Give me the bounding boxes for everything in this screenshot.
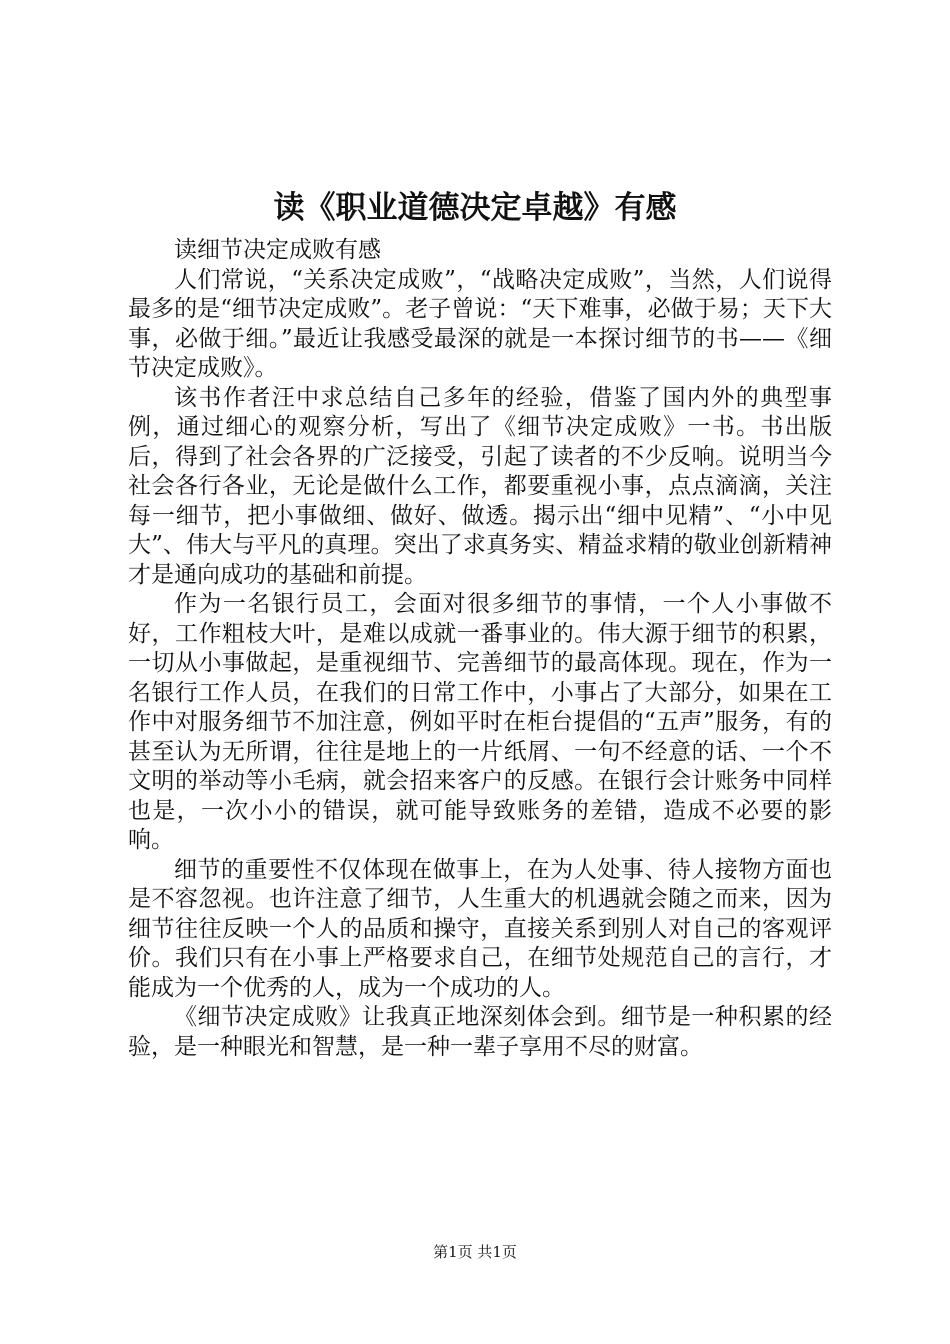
paragraph-5: 《细节决定成败》让我真正地深刻体会到。细节是一种积累的经验，是一种眼光和智慧，是一种一辈子享用不尽的财富。 xyxy=(128,1004,832,1060)
paragraph-3: 作为一名银行员工，会面对很多细节的事情，一个人小事做不好，工作粗枝大叶，是难以成就一番事业的。伟大源于细节的积累，一切从小事做起，是重视细节、完善细节的最高体现。现在，作为一名银行工作人员，在我们的日常工作中，小事占了大部分，如果在工作中对服务细节不加注意，例如平时在柜台提倡的“五声”服务，有的甚至认为无所谓，往往是地上的一片纸屑、一句不经意的话、一个不文明的举动等小毛病，就会招来客户的反感。在银行会计账务中同样也是，一次小小的错误，就可能导致账务的差错，造成不必要的影响。 xyxy=(128,591,832,853)
paragraph-subtitle: 读细节决定成败有感 xyxy=(174,237,381,263)
page-number-footer: 第1页 共1页 xyxy=(433,1243,517,1261)
paragraph-1: 人们常说，“关系决定成败”，“战略决定成败”，当然，人们说得最多的是“细节决定成败”。老子曾说：“天下难事，必做于易；天下大事，必做于细。”最近让我感受最深的就是一本探讨细节的书——《细节决定成败》。 xyxy=(128,266,832,381)
paragraph-2: 该书作者汪中求总结自己多年的经验，借鉴了国内外的典型事例，通过细心的观察分析，写出了《细节决定成败》一书。书出版后，得到了社会各界的广泛接受，引起了读者的不少反响。说明当今社会各行各业，无论是做什么工作，都要重视小事，点点滴滴，关注每一细节，把小事做细、做好、做透。揭示出“细中见精”、“小中见大”、伟大与平凡的真理。突出了求真务实、精益求精的敬业创新精神才是通向成功的基础和前提。 xyxy=(128,384,832,588)
paragraph-4: 细节的重要性不仅体现在做事上，在为人处事、待人接物方面也是不容忽视。也许注意了细节，人生重大的机遇就会随之而来，因为细节往往反映一个人的品质和操守，直接关系到别人对自己的客观评价。我们只有在小事上严格要求自己，在细节处规范自己的言行，才能成为一个优秀的人，成为一个成功的人。 xyxy=(128,856,832,1001)
document-title: 读《职业道德决定卓越》有感 xyxy=(273,190,677,226)
document-body xyxy=(128,236,832,1062)
